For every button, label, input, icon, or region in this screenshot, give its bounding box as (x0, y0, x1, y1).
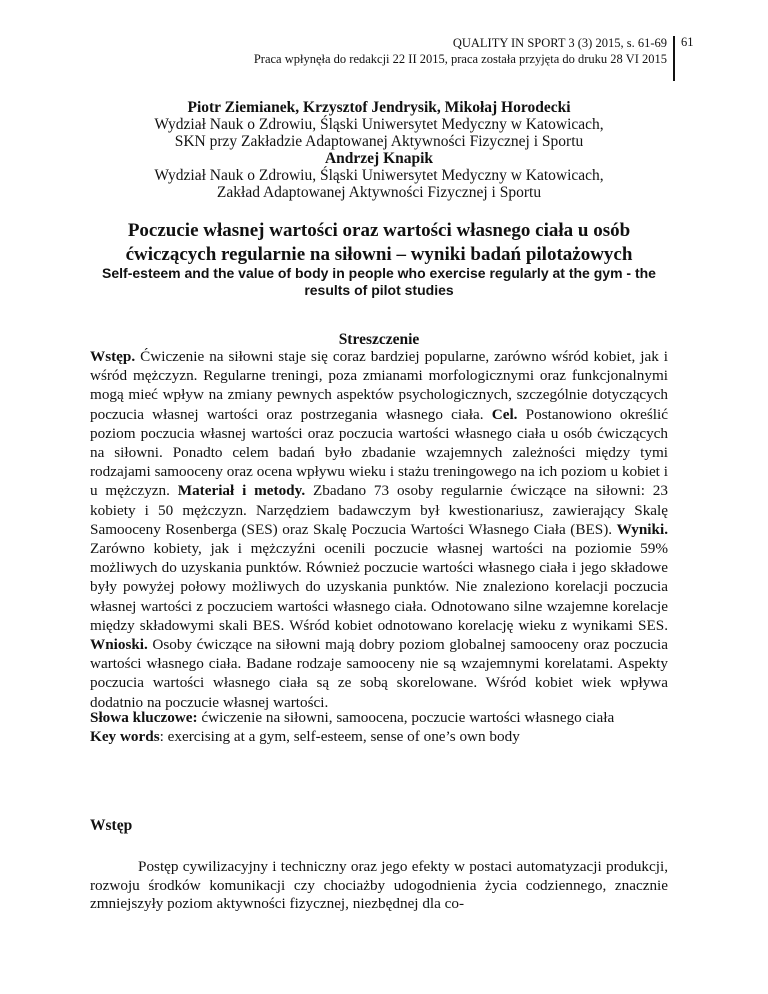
abstract-results-text: Zarówno kobiety, jak i mężczyźni ocenili poczucie własnej wartości na poziomie 59% możliwych do uzyskania punktów. Również poczucie wartości własnego ciała i jego składowe były powyżej połowy możliwych do uzyskania punktów. Nie znaleziono korelacji poczucia własnej wartości z poczuciem wartości własnego ciała. Odnotowano silne wzajemne korelacje między składowymi skali BES. Wśród kobiet odnotowano korelację wieku z wynikami SES. (90, 540, 668, 634)
abstract-heading: Streszczenie (338, 331, 420, 348)
keywords-en (90, 728, 668, 747)
section-heading-intro: Wstęp (90, 817, 133, 834)
keywords-pl-text: ćwiczenie na siłowni, samoocena, poczucie wartości własnego ciała (197, 709, 615, 726)
keywords-pl-label: Słowa kluczowe: (90, 709, 198, 726)
abstract-body (90, 347, 668, 712)
abstract-intro-label: Wstęp. (90, 348, 136, 365)
abstract-intro-text: Ćwiczenie na siłowni staje się coraz bardziej popularne, zarówno wśród kobiet, jak i wśród mężczyzn. Regularne treningi, poza zmianami morfologicznymi oraz funkcjonalnymi mogą mieć wpływ na zmiany pewnych aspektów psychologicznych, szczególnie dotyczących poczucia własnej wartości oraz postrzegania własnego ciała. (90, 348, 668, 423)
page-number: 61 (681, 35, 694, 49)
author-names-1: Piotr Ziemianek, Krzysztof Jendrysik, Mikołaj Horodecki (187, 99, 571, 116)
affiliation-1a: Wydział Nauk o Zdrowiu, Śląski Uniwersytet Medyczny w Katowicach, (154, 116, 604, 133)
author-block (90, 99, 668, 201)
header-divider (673, 36, 675, 81)
affiliation-1b: SKN przy Zakładzie Adaptowanej Aktywności Fizycznej i Sportu (174, 133, 584, 150)
abstract-aim-label: Cel. (491, 405, 518, 423)
affiliation-2b: Zakład Adaptowanej Aktywności Fizycznej i Sportu (216, 184, 542, 201)
received-accepted-note: Praca wpłynęła do redakcji 22 II 2015, praca została przyjęta do druku 28 VI 2015 (253, 52, 667, 66)
abstract-results-label: Wyniki. (616, 520, 668, 538)
abstract-aim-text: Postanowiono określić poziom poczucia własnej wartości oraz poczucia wartości własnego ciała u osób ćwiczących na siłowni. Ponadto celem badań było zbadanie wzajemnych zależności między tymi rodzajami samooceny oraz ocena wpływu wieku i stażu treningowego na ich poziom u kobiet i u mężczyzn. (90, 405, 668, 500)
abstract-methods-label: Materiał i metody. (177, 482, 306, 500)
keywords-pl (90, 709, 668, 728)
journal-citation: QUALITY IN SPORT 3 (3) 2015, s. 61-69 (452, 36, 667, 50)
abstract-conclusions-label: Wnioski. (90, 636, 148, 654)
running-header (160, 35, 667, 67)
keywords-en-label: Key words (90, 727, 160, 745)
author-names-2: Andrzej Knapik (324, 150, 434, 167)
abstract-methods-text: Zbadano 73 osoby regularnie ćwiczące na siłowni: 23 kobiety i 50 mężczyzn. Narzędziem badawczym był kwestionariusz, zawierający Skalę Samooceny Rosenberga (SES) oraz Skalę Poczucia Wartości Własnego Ciała (BES). (90, 482, 668, 538)
abstract-conclusions-text: Osoby ćwiczące na siłowni mają dobry poziom globalnej samooceny oraz poczucia wartości własnego ciała. Badane rodzaje samooceny nie są wzajemnymi korelatami. Aspekty poczucia wartości własnego ciała są ze sobą skorelowane. Wśród kobiet wiek wpływa dodatnio na poczucie własnej wartości. (90, 636, 668, 711)
paper-title-pl: Poczucie własnej wartości oraz wartości własnego ciała u osób ćwiczących regularnie na siłowni – wyniki badań pilotażowych (125, 220, 633, 265)
affiliation-2a: Wydział Nauk o Zdrowiu, Śląski Uniwersytet Medyczny w Katowicach, (154, 167, 604, 184)
paper-title-en: Self-esteem and the value of body in people who exercise regularly at the gym - the results of pilot studies (102, 265, 656, 298)
intro-paragraph: Postęp cywilizacyjny i techniczny oraz jego efekty w postaci automatyzacji produkcji, rozwoju środków komunikacji czy chociażby udogodnienia życia codziennego, znacznie zmniejszyły poziom aktywności fizycznej, niezbędnej dla co- (90, 858, 668, 913)
keywords-en-text: : exercising at a gym, self-esteem, sense of one’s own body (159, 727, 520, 745)
keywords-block (90, 709, 668, 746)
